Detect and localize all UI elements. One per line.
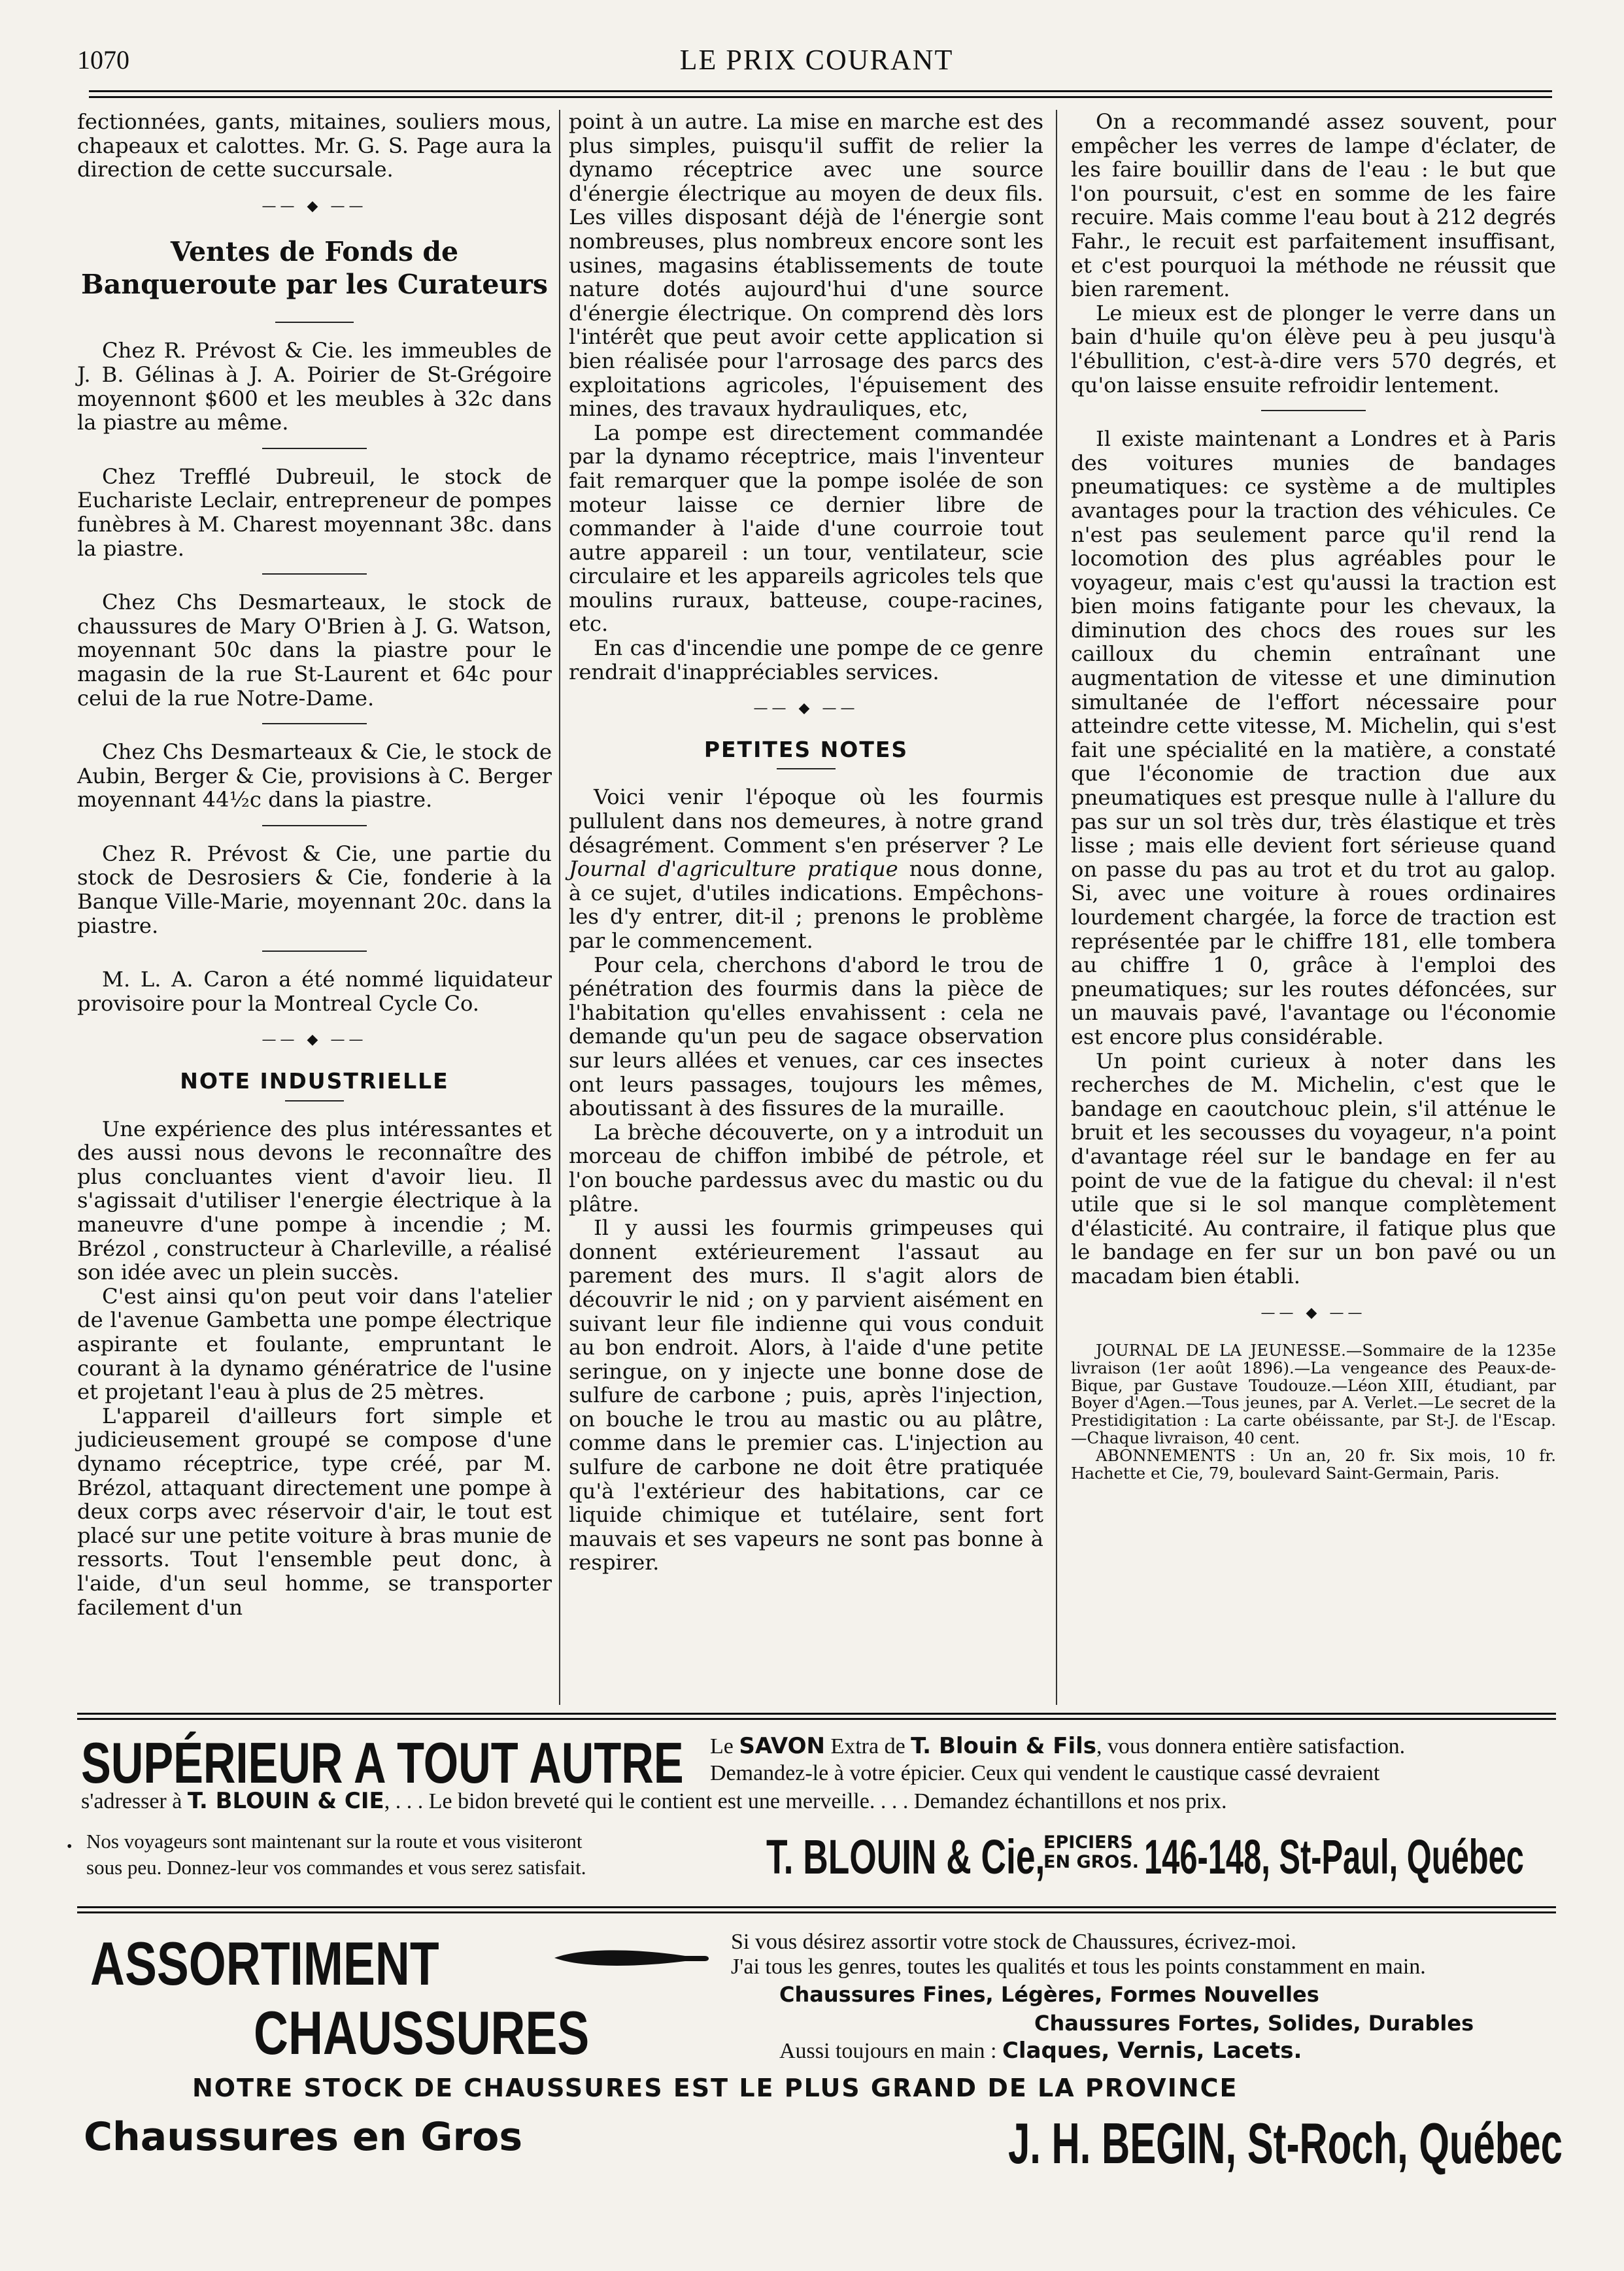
short-rule bbox=[285, 1100, 344, 1102]
article-paragraph: La brèche découverte, on y a introduit un morceau de chiffon imbibé de pétrole, et l'on bouche pardessus avec du mastic ou du plâtre. bbox=[569, 1119, 1043, 1217]
review-notice bbox=[1071, 1342, 1556, 1482]
ornament-divider: —— ◆ —— bbox=[753, 700, 859, 717]
page-header bbox=[77, 39, 1556, 85]
article-paragraph: Le mieux est de plonger le verre dans un bain d'huile qu'on élève peu à peu jusqu'à l'ébullition, c'est-à-dire vers 570 degrés, et qu'on laisse ensuite refroidir lentement. bbox=[1071, 300, 1556, 397]
pointing-hand-icon bbox=[554, 1942, 711, 1974]
text-run: T. BLOUIN & CIE bbox=[187, 1788, 384, 1814]
ad-line: Nos voyageurs sont maintenant sur la route et vous visiteront bbox=[86, 1830, 583, 1853]
article-paragraph: Il y aussi les fourmis grimpeuses qui donnent extérieurement l'assaut au parement des murs. Il s'agit alors de découvrir le nid ; on y parvient aisément en suivant leur file indienne qui vous conduit au bon endroit. Alors, à l'aide d'une petite seringue, on y injecte une bonne dose de sulfure de carbone ; puis, après l'injection, on bouche le trou au mastic ou au plâtre, comme dans le premier cas. L'injection au sulfure de carbone ne doit être pratiquée qu'à l'extérieur des habitations, car ce liquide chimique et tutélaire, sent fort mauvais et ses vapeurs ne sont pas bonne à respirer. bbox=[569, 1215, 1043, 1575]
section-heading: PETITES NOTES bbox=[703, 736, 909, 762]
firm-address-box bbox=[1144, 1829, 1624, 1885]
ad-headline-box bbox=[90, 1928, 537, 1999]
ad-rule bbox=[77, 1906, 1556, 1908]
ad-headline-box bbox=[254, 1998, 684, 2068]
short-rule bbox=[275, 322, 354, 323]
text-run: Aussi toujours en main : bbox=[779, 2039, 1002, 2063]
article-columns bbox=[77, 110, 1556, 1705]
advertisements bbox=[67, 1713, 1563, 2236]
ad-line: Chaussures Fortes, Solides, Durables bbox=[1034, 2011, 1474, 2036]
article-paragraph bbox=[569, 785, 1043, 952]
text-run: EN GROS. bbox=[1043, 1852, 1140, 1872]
ad-line: sous peu. Donnez-leur vos commandes et vous serez satisfait. bbox=[86, 1856, 586, 1879]
text-run: s'adresser à bbox=[81, 1789, 188, 1813]
article-paragraph: On a recommandé assez souvent, pour empêcher les verres de lampe d'éclater, de les faire bouillir dans de l'eau : le but que l'on poursuit, c'est en somme de les faire recuire. Mais comme l'eau bout à 212 degrés Fahr., le recuit est parfaitement insuffisant, et c'est pourquoi la méthode ne réussit que bien rarement. bbox=[1071, 109, 1556, 302]
column-3 bbox=[1071, 110, 1556, 1482]
article-fragment: fectionnées, gants, mitaines, souliers mous, chapeaux et calottes. Mr. G. S. Page aura la direction de cette succursale. bbox=[77, 109, 552, 182]
text-run: Claques, Vernis, Lacets. bbox=[1002, 2038, 1302, 2064]
header-rule bbox=[89, 90, 1552, 98]
text-run: Voici venir l'époque où les fourmis pullulent dans nos demeures, à notre grand désagrément. Comment s'en préserver ? Le bbox=[569, 784, 1043, 858]
short-rule bbox=[262, 573, 367, 575]
ad-rule bbox=[77, 1911, 1556, 1913]
ad-headline-word: ASSORTIMENT bbox=[90, 1929, 439, 1998]
journal-name: Journal d'agriculture pratique bbox=[569, 856, 898, 882]
ad-line: Si vous désirez assortir votre stock de Chaussures, écrivez-moi. bbox=[731, 1930, 1296, 1954]
ad-banner: NOTRE STOCK DE CHAUSSURES EST LE PLUS GRAND DE LA PROVINCE bbox=[192, 2074, 1238, 2102]
ornament-divider: —— ◆ —— bbox=[1260, 1304, 1366, 1321]
journal-title: LE PRIX COURANT bbox=[679, 44, 954, 76]
text-run: Extra de bbox=[824, 1734, 911, 1758]
section-heading: Ventes de Fonds de Banqueroute par les Curateurs bbox=[81, 236, 548, 301]
bullet: • bbox=[67, 1838, 73, 1855]
article-paragraph: En cas d'incendie une pompe de ce genre rendrait d'inappréciables services. bbox=[569, 635, 1043, 684]
bankruptcy-item: M. L. A. Caron a été nommé liquidateur provisoire pour la Montreal Cycle Co. bbox=[77, 967, 552, 1016]
bankruptcy-item: Chez Chs Desmarteaux, le stock de chaussures de Mary O'Brien à J. G. Watson, moyennant 50c dans la piastre pour le magasin de la rue St-Laurent et 64c pour celui de la rue Notre-Dame. bbox=[77, 590, 552, 711]
column-1 bbox=[77, 110, 552, 1619]
firm-category bbox=[1043, 1833, 1139, 1872]
ad-line: Chaussures Fines, Légères, Formes Nouvelles bbox=[779, 1982, 1319, 2007]
text-run: Le bbox=[710, 1734, 739, 1758]
ad-line: Demandez-le à votre épicier. Ceux qui vendent le caustique cassé devraient bbox=[710, 1761, 1380, 1785]
signature-box bbox=[1008, 2110, 1624, 2177]
short-rule bbox=[262, 723, 367, 724]
page-number: 1070 bbox=[77, 45, 129, 75]
article-paragraph: Il existe maintenant a Londres et à Paris des voitures munies de bandages pneumatiques: ce système a de multiples avantages pour la traction des véhicules. Ce n'est pas seulement parce qu'il rend la locomotion des plus agréables pour le voyageur, mais c'est qu'aussi la traction est bien moins fatigante pour les chevaux, la diminution des chocs des roues sur les cailloux du chemin entraînant une augmentation de vitesse et une diminution simultanée de l'effort nécessaire pour atteindre cette vitesse, M. Michelin, qui s'est fait une spécialité en la matière, a constaté que l'économie de traction due aux pneumatiques est presque nulle à l'allure du pas sur un sol très dur, très élastique et très lisse ; mais elle devient fort sérieuse quand on passe du pas au trot et du trot au galop. Si, avec une voiture à roues ordinaires lourdement chargée, la force de traction est représentée par le chiffre 181, elle tombera au chiffre 1 0, grâce à l'emploi des pneumatiques; sur les routes défoncées, sur un mauvais pavé, l'avantage ou l'économie est encore plus considérable. bbox=[1071, 426, 1556, 1049]
bankruptcy-item: Chez Chs Desmarteaux & Cie, le stock de Aubin, Berger & Cie, provisions à C. Berger moyennant 44½c dans la piastre. bbox=[77, 739, 552, 813]
short-rule bbox=[262, 825, 367, 826]
text-run: , vous donnera entière satisfaction. bbox=[1096, 1734, 1406, 1758]
text-run: , . . . Le bidon breveté qui le contient est une merveille. . . . Demandez échantillons et nos prix. bbox=[384, 1789, 1227, 1813]
ad-headline-word: CHAUSSURES bbox=[254, 1998, 590, 2067]
notice-text: ABONNEMENTS : Un an, 20 fr. Six mois, 10 fr. Hachette et Cie, 79, boulevard Saint-Germain, Paris. bbox=[1071, 1445, 1556, 1483]
short-rule bbox=[262, 950, 367, 952]
text-run: EPICIERS bbox=[1043, 1832, 1133, 1853]
firm-address: 146-148, St-Paul, Québec bbox=[1144, 1830, 1524, 1884]
article-paragraph: Un point curieux à noter dans les recherches de M. Michelin, c'est que le bandage en caoutchouc plein, s'il atténue le bruit et les secousses du voyageur, n'a point d'avantage réel sur le bandage en fer au point de vue de la fatigue du cheval: il n'est utile que si le sol manque complètement d'élasticité. Au contraire, il fatique plus que le bandage en fer sur un bon pavé ou un macadam bien établi. bbox=[1071, 1048, 1556, 1288]
column-divider bbox=[559, 110, 560, 1705]
short-rule bbox=[1261, 410, 1366, 411]
ad-rule bbox=[77, 1713, 1556, 1715]
ad-headline: SUPÉRIEUR A TOUT AUTRE bbox=[81, 1730, 684, 1795]
text-run: T. Blouin & Fils bbox=[911, 1733, 1097, 1759]
ad-wholesale: Chaussures en Gros bbox=[84, 2114, 523, 2160]
firm-name: T. BLOUIN & Cie, bbox=[766, 1830, 1045, 1884]
column-divider bbox=[1056, 110, 1057, 1705]
notice-text: JOURNAL DE LA JEUNESSE.—Sommaire de la 1235e livraison (1er août 1896).—La vengeance des Peaux-de-Bique, par Gustave Toudouze.—Léon XIII, étudiant, par Boyer d'Agen.—Tous jeunes, par A. Verlet.—Le secret de la Prestidigitation : La carte obéissante, par St-J. de l'Escap.—Chaque livraison, 40 cent. bbox=[1071, 1341, 1556, 1448]
column-2 bbox=[569, 110, 1043, 1575]
article-paragraph: Une expérience des plus intéressantes et des aussi nous devons le reconnaître des plus concluantes vient d'avoir lieu. Il s'agissait d'utiliser l'energie électrique à la maneuvre d'une pompe à incendie ; M. Brézol , constructeur à Charleville, a réalisé son idée avec un plein succès. bbox=[77, 1116, 552, 1285]
ad-line bbox=[710, 1734, 1405, 1759]
section-heading: NOTE INDUSTRIELLE bbox=[180, 1068, 449, 1094]
ad-line: J'ai tous les genres, toutes les qualités et tous les points constamment en main. bbox=[731, 1955, 1426, 1979]
ad-line bbox=[81, 1789, 1227, 1814]
article-paragraph: Pour cela, cherchons d'abord le trou de pénétration des fourmis dans la pièce de l'habitation qu'elles envahissent : cela ne demande qu'un peu de sagace observation sur leurs allées et venues, car ces insectes ont leurs passages, toujours les mêmes, aboutissant à des fissures de la muraille. bbox=[569, 952, 1043, 1121]
text-run: SAVON bbox=[739, 1733, 825, 1759]
bankruptcy-item: Chez R. Prévost & Cie. les immeubles de J. B. Gélinas à J. A. Poirier de St-Grégoire moyennont $600 et les meubles à 32c dans la piastre au même. bbox=[77, 338, 552, 435]
bankruptcy-item: Chez Trefflé Dubreuil, le stock de Eucharistе Leclair, entrepreneur de pompes funèbres à M. Charest moyennant 38c. dans la piastre. bbox=[77, 463, 552, 561]
short-rule bbox=[777, 768, 836, 769]
text-run: nous donne, à ce sujet, d'utiles indications. Empêchons-les d'y entrer, dit-il ; prenons le problème par le commencement. bbox=[569, 856, 1043, 953]
article-paragraph: point à un autre. La mise en marche est des plus simples, puisqu'il suffit de relier la dynamo réceptrice avec une source d'énergie électrique au moyen de deux fils. Les villes disposant déjà de l'énergie sont nombreuses, plus nombreux encore sont les usines, magasins établissements de toute nature dotés aujourd'hui d'une source d'énergie électrique. On comprend dès lors l'intérêt que peut avoir cette application si bien réalisée pour l'arrosage des parcs des exploitations agricoles, l'épuisement des mines, des travaux hydrauliques, etc, bbox=[569, 109, 1043, 422]
article-paragraph: L'appareil d'ailleurs fort simple et judicieusement groupé se compose d'une dynamo réceptrice, type créé, par M. Brézol, attaquant directement une pompe à deux corps avec réservoir d'air, le tout est placé sur une petite voiture à bras munie de ressorts. Tout l'ensemble peut donc, à l'aide, d'un seul homme, se transporter facilement d'un bbox=[77, 1403, 552, 1620]
bankruptcy-item: Chez R. Prévost & Cie, une partie du stock de Desrosiers & Cie, fonderie à la Banque Ville-Marie, moyennant 20c. dans la piastre. bbox=[77, 841, 552, 938]
ad-line bbox=[779, 2038, 1302, 2064]
ad-rule bbox=[77, 1718, 1556, 1720]
article-paragraph: C'est ainsi qu'on peut voir dans l'atelier de l'avenue Gambetta une pompe électrique aspirante et foulante, empruntant le courant à la dynamo génératrice de l'usine et projetant l'eau à plus de 25 mètres. bbox=[77, 1283, 552, 1405]
article-paragraph: La pompe est directement commandée par la dynamo réceptrice, mais l'inventeur fait remarquer que la pompe isolée de son moteur laisse ce dernier libre de commander à l'aide d'une courroie tout autre appareil : un tour, ventilateur, scie circulaire et les appareils agricoles tels que moulins ruraux, batteuse, coupe-racines, etc. bbox=[569, 420, 1043, 637]
ornament-divider: —— ◆ —— bbox=[262, 197, 367, 214]
ornament-divider: —— ◆ —— bbox=[262, 1032, 367, 1049]
short-rule bbox=[262, 448, 367, 449]
merchant-signature: J. H. BEGIN, St-Roch, Québec bbox=[1008, 2111, 1563, 2176]
